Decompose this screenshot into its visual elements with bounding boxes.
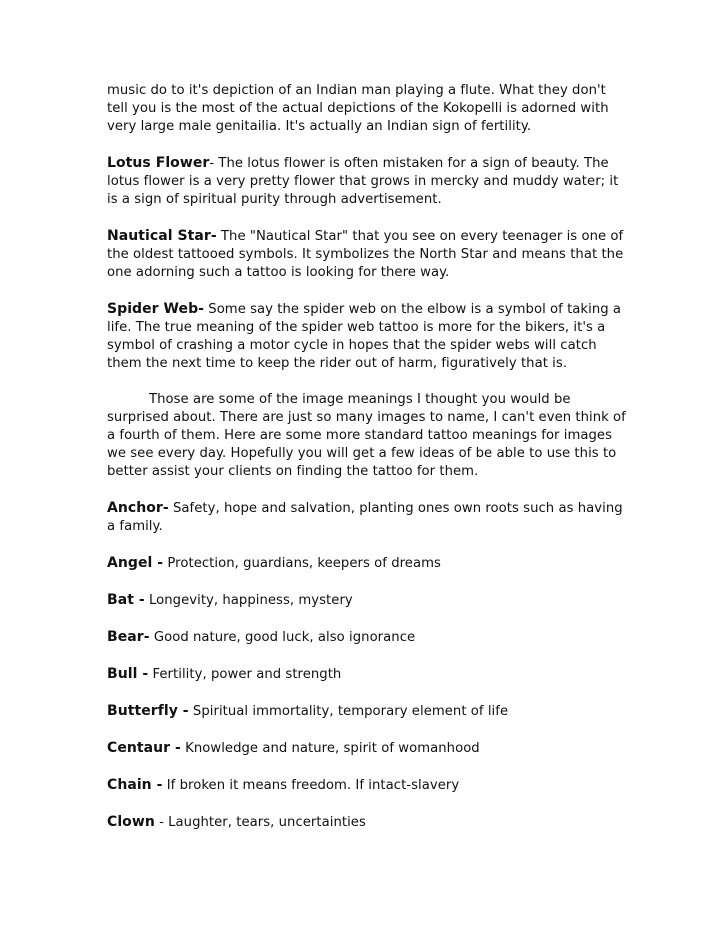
document-page: [107, 82, 627, 850]
meaning-text: Safety, hope and salvation, planting ones own roots such as having a family.: [107, 501, 623, 534]
meaning-term: Butterfly -: [107, 703, 189, 719]
meaning-term: Chain -: [107, 777, 163, 793]
meaning-text: Longevity, happiness, mystery: [144, 593, 353, 608]
meaning-text: Knowledge and nature, spirit of womanhood: [180, 741, 480, 756]
meaning-clown: [107, 813, 627, 832]
meaning-term: Centaur -: [107, 740, 181, 756]
meaning-term: Bear-: [107, 629, 150, 645]
meaning-text: Fertility, power and strength: [148, 667, 342, 682]
meaning-bull: [107, 665, 627, 684]
meaning-bear: [107, 628, 627, 647]
closing-paragraph: Those are some of the image meanings I thought you would be surprised about. There are just so many images to name, I can't even think of a fourth of them. Here are some more standard tattoo meanings for images we see every day. Hopefully you will get a few ideas of be able to use this to better assist your clients on finding the tattoo for them.: [107, 392, 626, 479]
meaning-centaur: [107, 739, 627, 758]
meaning-chain: [107, 776, 627, 795]
symbol-term: Spider Web-: [107, 301, 205, 317]
symbol-text: - The lotus flower is often mistaken for a sign of beauty. The lotus flower is a very pretty flower that grows in mercky and muddy water; it is a sign of spiritual purity through advertisement.: [107, 156, 619, 207]
symbol-term: Lotus Flower: [107, 155, 210, 171]
meaning-text: Spiritual immortality, temporary element of life: [188, 704, 509, 719]
meaning-anchor: [107, 499, 627, 536]
meaning-term: Clown: [107, 814, 155, 830]
meaning-butterfly: [107, 702, 627, 721]
symbol-lotus-flower: [107, 154, 627, 209]
meaning-text: - Laughter, tears, uncertainties: [154, 815, 366, 830]
symbol-text: Some say the spider web on the elbow is a symbol of taking a life. The true meaning of the spider web tattoo is more for the bikers, it's a symbol of crashing a motor cycle in hopes that the spider webs will catch them the next time to keep the rider out of harm, figuratively that is.: [107, 302, 622, 371]
meaning-term: Bat -: [107, 592, 145, 608]
symbol-term: Nautical Star-: [107, 228, 217, 244]
symbol-text: The "Nautical Star" that you see on every teenager is one of the oldest tattooed symbols. It symbolizes the North Star and means that the one adorning such a tattoo is looking for there way.: [107, 229, 624, 280]
meaning-text: If broken it means freedom. If intact-slavery: [162, 778, 460, 793]
meaning-term: Anchor-: [107, 500, 169, 516]
symbol-nautical-star: [107, 227, 627, 282]
meaning-bat: [107, 591, 627, 610]
kokopelli-paragraph: music do to it's depiction of an Indian man playing a flute. What they don't tell you is the most of the actual depictions of the Kokopelli is adorned with very large male genitailia. It's actually an Indian sign of fertility.: [107, 83, 609, 134]
meaning-term: Bull -: [107, 666, 149, 682]
meaning-term: Angel -: [107, 555, 164, 571]
meaning-angel: [107, 554, 627, 573]
meaning-text: Protection, guardians, keepers of dreams: [163, 556, 441, 571]
symbol-spider-web: [107, 300, 627, 373]
meaning-text: Good nature, good luck, also ignorance: [149, 630, 416, 645]
